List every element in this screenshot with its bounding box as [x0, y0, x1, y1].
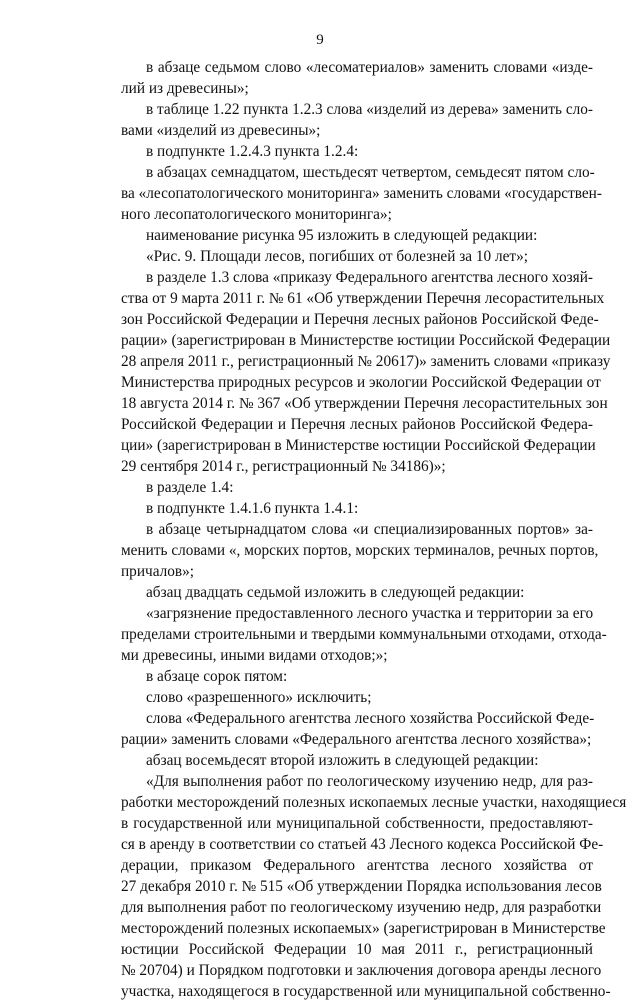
text-line: вами «изделий из древесины»;	[121, 122, 321, 139]
text-line: слово «разрешенного» исключить;	[146, 689, 372, 706]
text-line: юстиции Российской Федерации 10 мая 2011 г., регистрационный	[121, 941, 593, 958]
page-number: 9	[316, 32, 324, 48]
text-line: 29 сентября 2014 г., регистрационный № 34186)»;	[121, 458, 446, 475]
text-line: участка, находящегося в государственной или муниципальной собственно-	[121, 983, 611, 1000]
text-line: наименование рисунка 95 изложить в следующей редакции:	[146, 227, 538, 244]
text-line: лий из древесины»;	[121, 80, 249, 97]
text-line: в таблице 1.22 пункта 1.2.3 слова «изделий из дерева» заменить сло-	[146, 101, 593, 118]
text-line: ции» (зарегистрирован в Министерстве юстиции Российской Федерации	[121, 437, 596, 454]
text-line: 18 августа 2014 г. № 367 «Об утверждении Перечня лесорастительных зон	[121, 395, 608, 412]
text-line: «Рис. 9. Площади лесов, погибших от болезней за 10 лет»;	[146, 248, 529, 265]
text-line: Министерства природных ресурсов и экологии Российской Федерации от	[121, 374, 601, 391]
text-line: в разделе 1.3 слова «приказу Федерального агентства лесного хозяй-	[146, 269, 593, 286]
text-line: ства от 9 марта 2011 г. № 61 «Об утверждении Перечня лесорастительных	[121, 290, 605, 307]
text-line: менить словами «, морских портов, морских терминалов, речных портов,	[121, 542, 599, 559]
text-line: «загрязнение предоставленного лесного участка и территории за его	[146, 605, 594, 622]
text-line: ся в аренду в соответствии со статьей 43 Лесного кодекса Российской Фе-	[121, 836, 604, 853]
text-line: в подпункте 1.2.4.3 пункта 1.2.4:	[146, 143, 359, 160]
text-line: причалов»;	[121, 563, 195, 580]
text-line: абзац двадцать седьмой изложить в следующей редакции:	[146, 584, 525, 601]
text-line: в разделе 1.4:	[146, 479, 234, 496]
text-line: работки месторождений полезных ископаемых лесные участки, находящиеся	[121, 794, 627, 811]
text-line: ми древесины, иными видами отходов;»;	[121, 647, 388, 664]
text-line: для выполнения работ по геологическому изучению недр, для разработки	[121, 899, 602, 916]
text-line: № 20704) и Порядком подготовки и заключения договора аренды лесного	[121, 962, 602, 979]
text-line: рации» заменить словами «Федерального агентства лесного хозяйства»;	[121, 731, 592, 748]
text-line: ва «лесопатологического мониторинга» заменить словами «государствен-	[121, 185, 602, 202]
text-line: рации» (зарегистрирован в Министерстве юстиции Российской Федерации	[121, 332, 611, 349]
text-line: абзац восемьдесят второй изложить в следующей редакции:	[146, 752, 539, 769]
text-line: месторождений полезных ископаемых» (зарегистрирован в Министерстве	[121, 920, 606, 937]
text-line: пределами строительными и твердыми коммунальными отходами, отхода-	[121, 626, 607, 643]
text-line: 28 апреля 2011 г., регистрационный № 20617)» заменить словами «приказу	[121, 353, 611, 370]
text-line: в абзаце четырнадцатом слова «и специализированных портов» за-	[146, 521, 593, 538]
text-line: «Для выполнения работ по геологическому изучению недр, для раз-	[146, 773, 593, 790]
text-line: слова «Федерального агентства лесного хозяйства Российской Феде-	[146, 710, 595, 727]
text-line: в абзаце сорок пятом:	[146, 668, 288, 685]
text-line: 27 декабря 2010 г. № 515 «Об утверждении Порядка использования лесов	[121, 878, 602, 895]
text-line: зон Российской Федерации и Перечня лесных районов Российской Феде-	[121, 311, 599, 328]
text-line: дерации, приказом Федерального агентства лесного хозяйства от	[121, 857, 593, 874]
text-line: Российской Федерации и Перечня лесных районов Российской Федера-	[121, 416, 593, 433]
text-line: в абзаце седьмом слово «лесоматериалов» заменить словами «изде-	[146, 59, 593, 76]
text-line: в абзацах семнадцатом, шестьдесят четвертом, семьдесят пятом сло-	[146, 164, 595, 181]
text-line: ного лесопатологического мониторинга»;	[121, 206, 392, 223]
text-line: в подпункте 1.4.1.6 пункта 1.4.1:	[146, 500, 359, 517]
text-line: в государственной или муниципальной собственности, предоставляют-	[121, 815, 593, 832]
